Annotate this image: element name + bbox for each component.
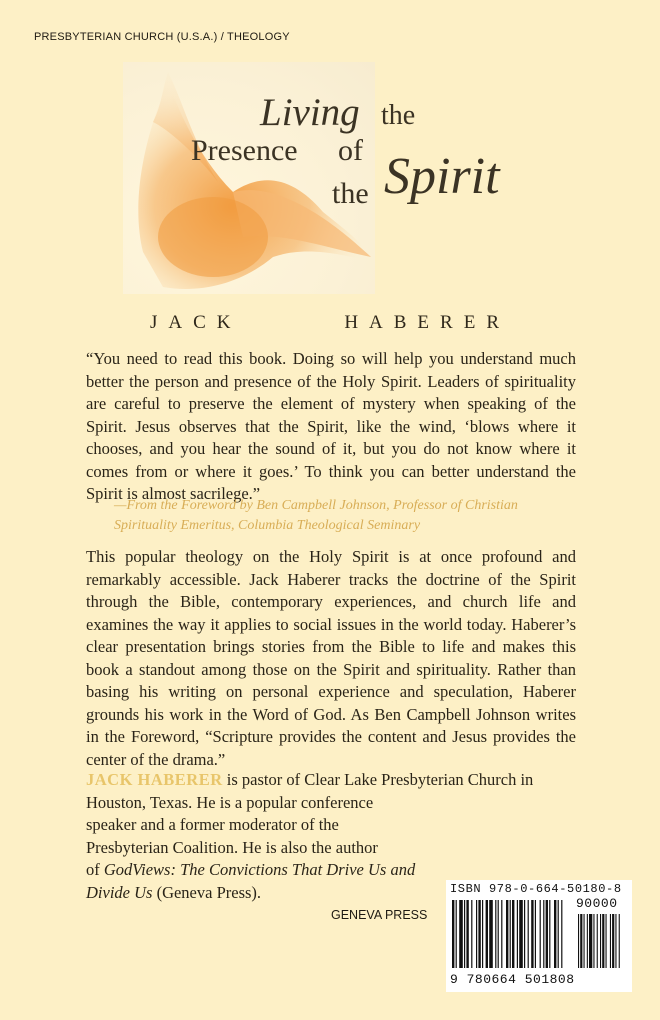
bio-line-5: of GodViews: The Convictions That Drive Us and bbox=[86, 860, 416, 879]
title-word-the: the bbox=[381, 100, 416, 131]
title-word-the-2: the bbox=[332, 177, 369, 210]
bio-line-1: JACK HABERER is pastor of Clear Lake Presbyterian Church in bbox=[86, 770, 534, 789]
book-description: This popular theology on the Holy Spirit is at once profound and remarkably accessible. Jack Haberer tracks the doctrine of the Spirit through the Bible, contemporary experiences, and church life and examines the way it applies to social issues in the world today. Haberer’s clear presentation brings stories from the Bible to life and makes this book a standout among those on the Spirit and spirituality. Rather than basing his writing on personal experience and speculation, Haberer grounds his work in the Word of God. As Ben Campbell Johnson writes in the Foreword, “Scripture provides the content and Jesus provides the center of the drama.” bbox=[86, 547, 576, 769]
price-code: 90000 bbox=[576, 896, 618, 911]
category-label: PRESBYTERIAN CHURCH (U.S.A.) / THEOLOGY bbox=[34, 31, 290, 43]
ean-digits: 9 780664 501808 bbox=[450, 972, 575, 987]
quote-attribution: —From the Foreword by Ben Campbell Johnson, Professor of Christian Spirituality Emeritus, Columbia Theological Seminary bbox=[114, 498, 518, 533]
bio-line-4: Presbyterian Coalition. He is also the author bbox=[86, 838, 378, 857]
title-word-of: of bbox=[338, 134, 363, 167]
author-last-name: HABERER bbox=[344, 312, 510, 333]
bio-author-name: JACK HABERER bbox=[86, 770, 223, 789]
book-title-divide-us: Divide Us bbox=[86, 883, 153, 902]
book-title-godviews: GodViews: The Convictions That Drive Us and bbox=[103, 860, 416, 879]
bio-line-2: Houston, Texas. He is a popular conference bbox=[86, 793, 374, 812]
bio-line-3: speaker and a former moderator of the bbox=[86, 815, 339, 834]
isbn-label: ISBN 978-0-664-50180-8 bbox=[450, 882, 622, 896]
author-first-name: JACK bbox=[150, 312, 242, 333]
publisher-name: GENEVA PRESS bbox=[331, 908, 428, 922]
title-word-presence: Presence bbox=[191, 134, 298, 167]
foreword-quote: “You need to read this book. Doing so will help you understand much better the person and presence of the Holy Spirit. Leaders of spirituality are careful to preserve the element of mystery when speaking of the Spirit. Jesus observes that the Spirit, like the wind, ‘blows where it chooses, and you hear the sound of it, but you do not know where it comes from or where it goes.’ To think you can better understand the Spirit is almost sacrilege.” bbox=[86, 349, 576, 503]
title-word-spirit: Spirit bbox=[384, 148, 500, 205]
title-word-living: Living bbox=[260, 91, 360, 134]
author-name bbox=[150, 312, 510, 334]
bio-line-6: Divide Us (Geneva Press). bbox=[86, 883, 262, 902]
